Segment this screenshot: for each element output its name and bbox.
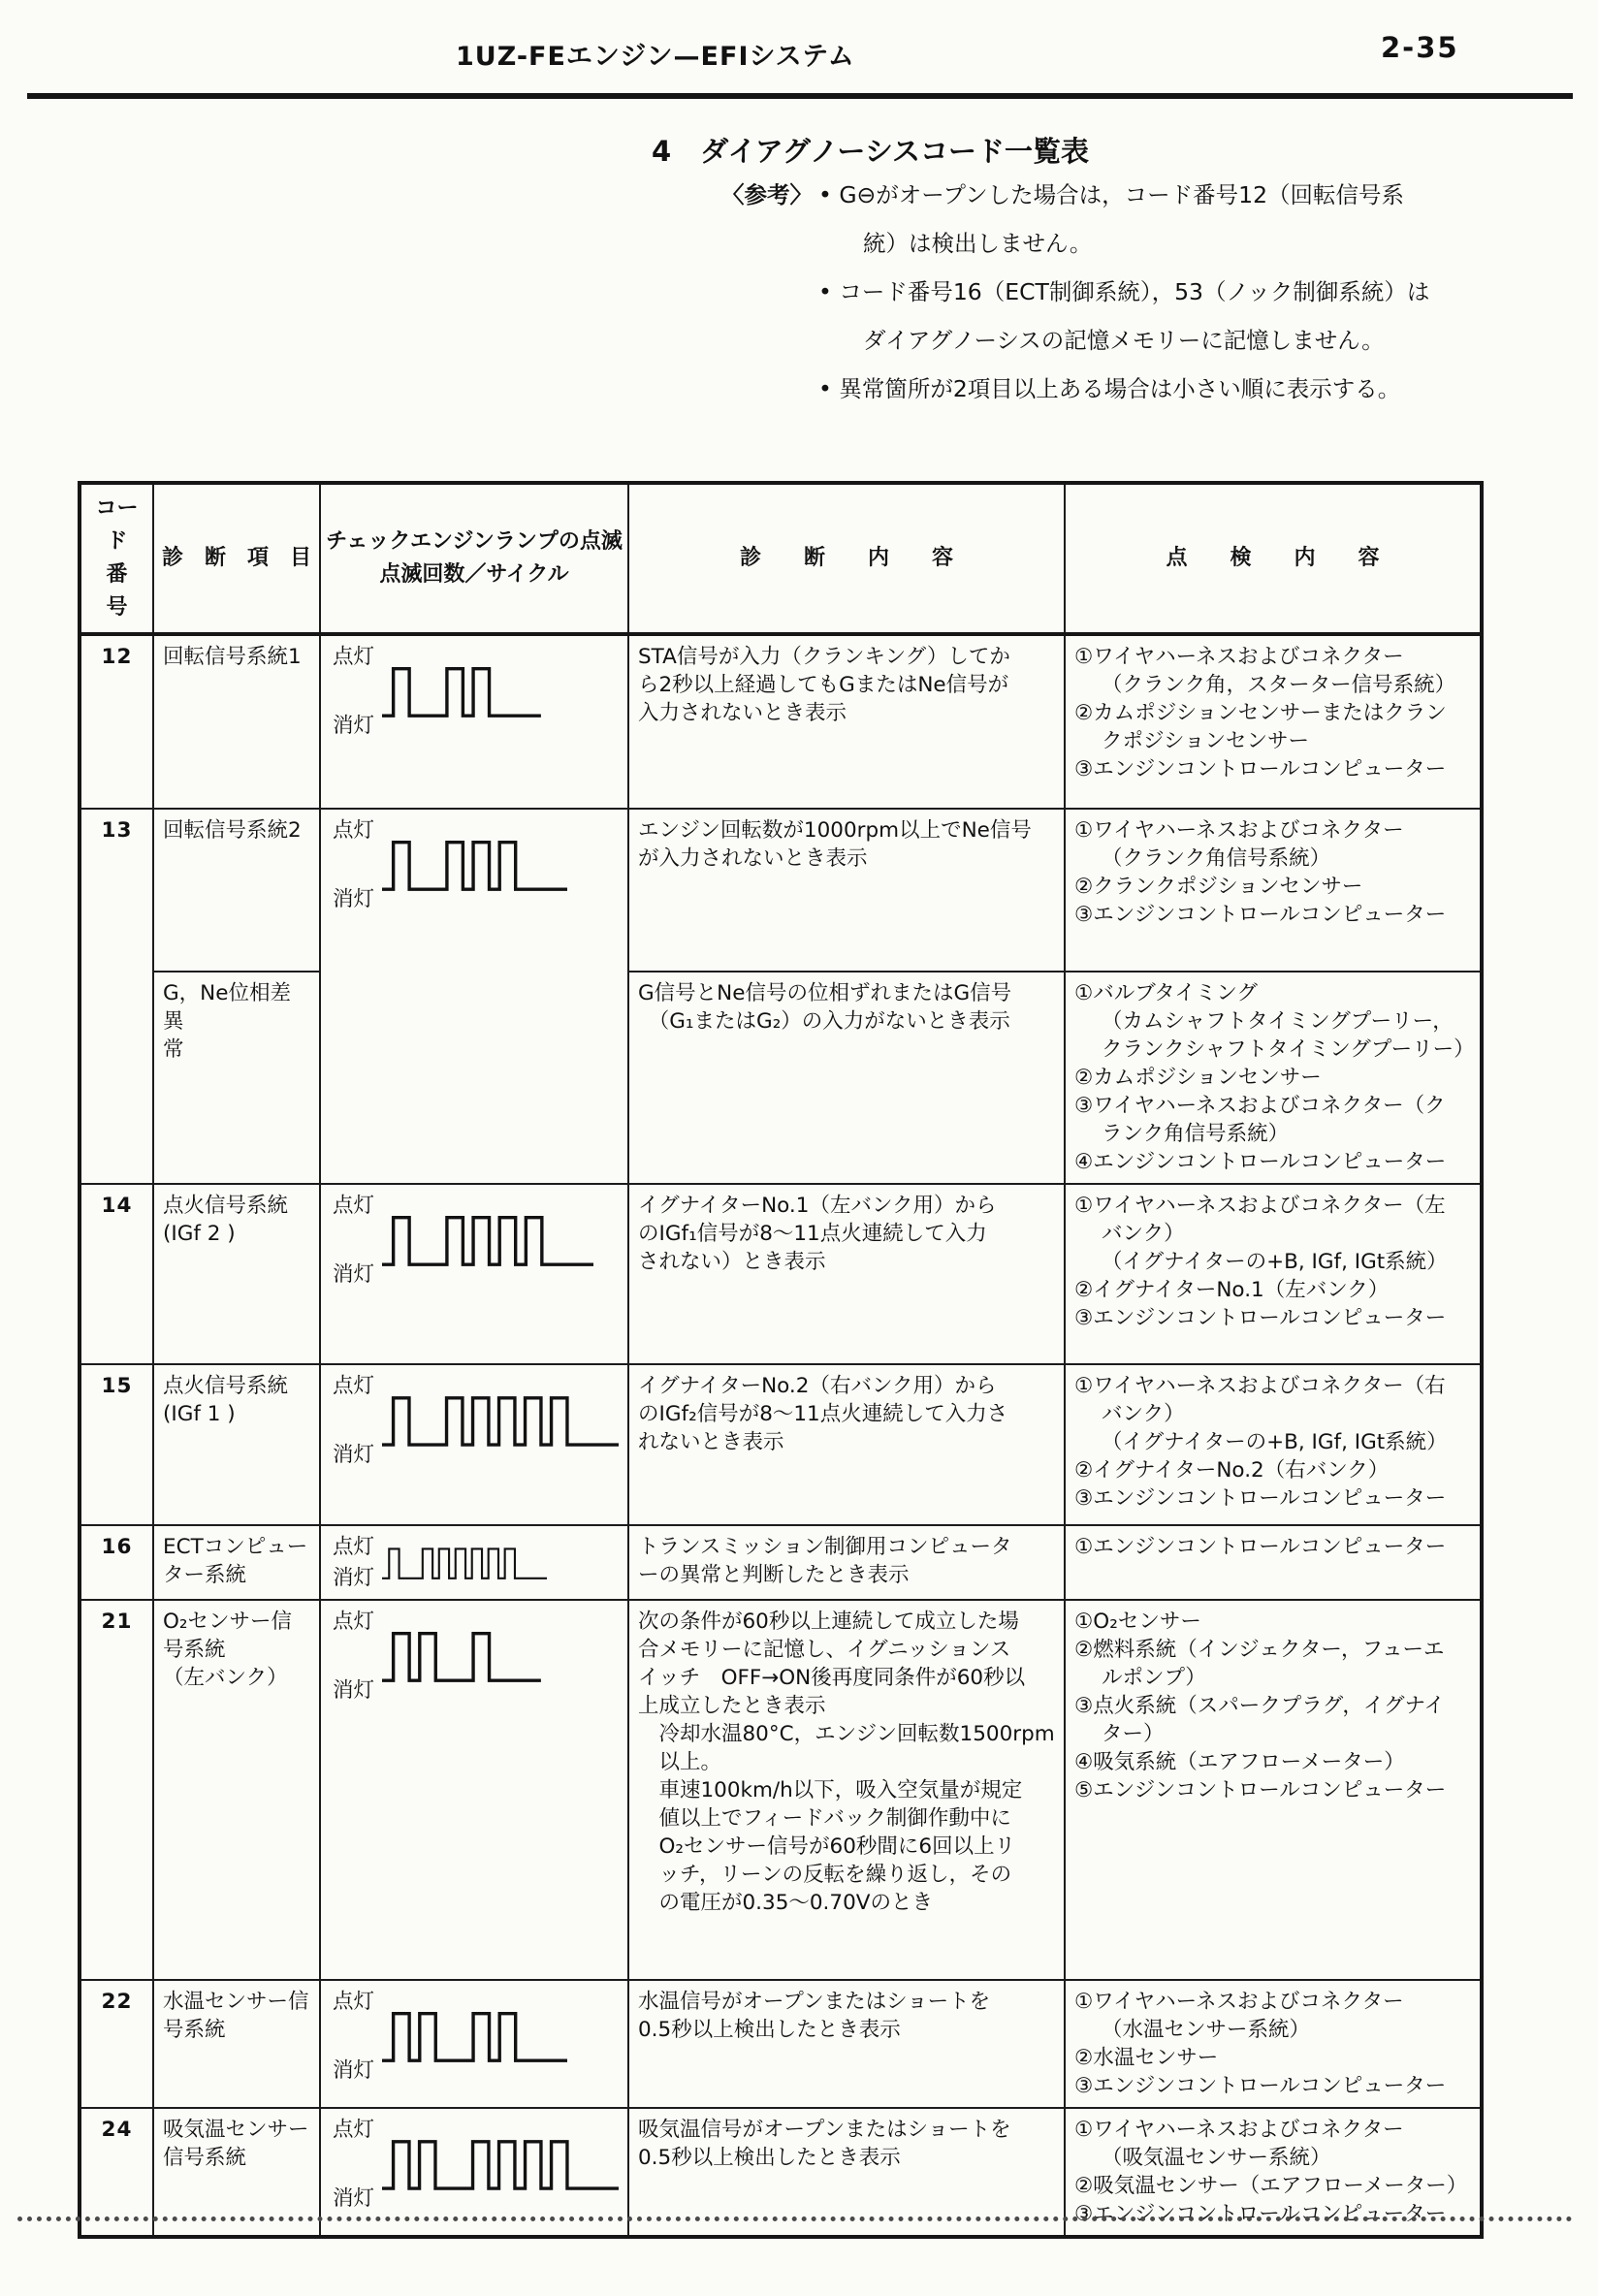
lamp-labels — [333, 643, 374, 740]
lamp-off-label: 消灯 — [333, 2186, 375, 2211]
inspection-cell — [1065, 1980, 1482, 2108]
note — [818, 171, 1555, 268]
col-header-item: 診 断 項 目 — [153, 483, 320, 634]
table-row-code-12 — [80, 634, 1482, 809]
diagnosis-line: 入力されないとき表示 — [638, 701, 847, 725]
inspection-cell — [1065, 634, 1482, 809]
col-header-inspection: 点 検 内 容 — [1065, 483, 1482, 634]
item-cell — [153, 1364, 320, 1525]
lamp-labels — [333, 1988, 374, 2085]
inspection-item — [1074, 2072, 1471, 2100]
lamp-blink-waveform — [382, 2133, 619, 2195]
diagnosis-cell — [628, 1364, 1065, 1525]
col-header-code-line: コード — [95, 496, 139, 554]
page-header-title: 1UZ-FEエンジン—EFIシステム — [456, 42, 855, 72]
diagnosis-line: 上成立したとき表示 — [638, 1694, 826, 1718]
lamp-labels — [333, 1192, 374, 1289]
inspection-item-line: ①ワイヤハーネスおよびコネクター — [1074, 818, 1404, 843]
inspection-item — [1074, 1484, 1471, 1513]
inspection-item — [1074, 901, 1471, 929]
inspection-item — [1074, 2044, 1471, 2072]
lamp-box — [330, 1608, 619, 1705]
inspection-item — [1074, 1776, 1471, 1804]
item-cell — [153, 1600, 320, 1980]
diagnosis-line: エンジン回転数が1000rpm以上でNe信号 — [638, 818, 1032, 843]
lamp-blink-waveform — [382, 1389, 619, 1451]
inspection-item-line: ①ワイヤハーネスおよびコネクター — [1074, 1990, 1404, 2014]
inspection-item — [1074, 816, 1471, 873]
lamp-cell — [320, 1600, 628, 1980]
diagnosis-line: 冷却水温80°C，エンジン回転数1500rpm — [638, 1722, 1055, 1746]
lamp-off-label: 消灯 — [333, 1262, 375, 1287]
code-cell: 16 — [80, 1525, 153, 1600]
inspection-item — [1074, 2116, 1471, 2172]
table-row-code-21 — [80, 1600, 1482, 1980]
notes-list — [818, 171, 1555, 413]
inspection-item-line: ③エンジンコントロールコンピューター — [1074, 2202, 1447, 2226]
table-row-code-14 — [80, 1184, 1482, 1364]
item-cell — [153, 1980, 320, 2108]
lamp-box — [330, 1372, 619, 1469]
lamp-blink-waveform — [382, 1544, 547, 1582]
lamp-box — [330, 1192, 619, 1289]
col-header-lamp-line: 点滅回数／サイクル — [379, 562, 569, 587]
item-line: 水温センサー信 — [163, 1990, 309, 2014]
lamp-box — [330, 1533, 619, 1592]
diagnosis-code-table — [78, 481, 1484, 2239]
inspection-item — [1074, 1304, 1471, 1332]
lamp-on-label: 点灯 — [333, 1610, 375, 1634]
inspection-item-continuation: クランクシャフトタイミングプーリー） — [1102, 1037, 1475, 1062]
diagnosis-cell — [628, 1525, 1065, 1600]
lamp-labels — [333, 1608, 374, 1705]
inspection-cell — [1065, 972, 1482, 1184]
col-header-lamp-line: チェックエンジンランプの点滅 — [326, 529, 623, 554]
inspection-item-continuation: バンク） — [1102, 1402, 1185, 1426]
lamp-cell — [320, 1525, 628, 1600]
diagnosis-cell — [628, 972, 1065, 1184]
diagnosis-line: ーの異常と判断したとき表示 — [638, 1563, 910, 1587]
inspection-item-line: ③エンジンコントロールコンピューター — [1074, 1306, 1447, 1330]
lamp-off-label: 消灯 — [333, 2058, 375, 2083]
inspection-item-continuation: （イグナイターの+B, IGf, IGt系統） — [1102, 1430, 1448, 1454]
inspection-item-line: ⑤エンジンコントロールコンピューター — [1074, 1778, 1447, 1802]
inspection-item-continuation: （水温センサー系統） — [1102, 2018, 1311, 2042]
item-line: 点火信号系統 — [163, 1374, 289, 1398]
inspection-item-line: ②イグナイターNo.2（右バンク） — [1074, 1458, 1390, 1483]
inspection-item-line: ③エンジンコントロールコンピューター — [1074, 1486, 1447, 1511]
col-header-diagnosis: 診 断 内 容 — [628, 483, 1065, 634]
inspection-item-line: ③エンジンコントロールコンピューター — [1074, 903, 1447, 927]
page-number: 2-35 — [1381, 31, 1459, 64]
diagnosis-cell — [628, 634, 1065, 809]
col-header-code — [80, 483, 153, 634]
inspection-item-line: ③ワイヤハーネスおよびコネクター（ク — [1074, 1094, 1446, 1118]
diagnosis-code-table-wrap — [78, 481, 1484, 2239]
diagnosis-line: イグナイターNo.1（左バンク用）から — [638, 1194, 997, 1218]
inspection-item — [1074, 1748, 1471, 1776]
code-cell: 13 — [80, 809, 153, 1184]
inspection-item — [1074, 1372, 1471, 1456]
inspection-item-line: ①ワイヤハーネスおよびコネクター — [1074, 645, 1404, 669]
diagnosis-cell — [628, 1184, 1065, 1364]
section-number: 4 — [652, 135, 672, 168]
inspection-item — [1074, 643, 1471, 699]
item-line: 信号系統 — [163, 2146, 247, 2170]
inspection-item — [1074, 755, 1471, 783]
inspection-cell — [1065, 1184, 1482, 1364]
lamp-on-label: 点灯 — [333, 1990, 375, 2014]
section-title-text: ダイアグノーシスコード一覧表 — [700, 135, 1089, 168]
inspection-item — [1074, 979, 1475, 1064]
diagnosis-line: トランスミッション制御用コンピュータ — [638, 1535, 1012, 1559]
lamp-off-label: 消灯 — [333, 1678, 375, 1703]
lamp-off-label: 消灯 — [333, 714, 375, 738]
inspection-item — [1074, 1608, 1471, 1636]
inspection-item — [1074, 1092, 1471, 1148]
diagnosis-line: 値以上でフィードバック制御作動中に — [638, 1806, 1011, 1831]
inspection-item — [1074, 1276, 1471, 1304]
table-row-code-13-2 — [80, 972, 1482, 1184]
reference-notes — [721, 171, 1555, 413]
inspection-cell — [1065, 809, 1482, 972]
lamp-labels — [333, 1372, 374, 1469]
item-cell — [153, 972, 320, 1184]
diagnosis-line: の電圧が0.35〜0.70Vのとき — [638, 1891, 933, 1915]
inspection-item-line: ②イグナイターNo.1（左バンク） — [1074, 1278, 1390, 1302]
diagnosis-cell — [628, 1980, 1065, 2108]
diagnosis-line: 合メモリーに記憶し、イグニッションス — [638, 1638, 1011, 1662]
lamp-box — [330, 1988, 619, 2085]
inspection-item-continuation: バンク） — [1102, 1222, 1185, 1246]
diagnosis-line: ら2秒以上経過してもGまたはNe信号が — [638, 673, 1009, 697]
table-row-code-13-1 — [80, 809, 1482, 972]
note-line: • コード番号16（ECT制御系統），53（ノック制御系統）は — [818, 278, 1430, 305]
inspection-item-line: ③点火系統（スパークプラグ，イグナイ — [1074, 1694, 1445, 1718]
lamp-labels — [333, 816, 374, 913]
item-line: 号系統 — [163, 2018, 226, 2042]
diagnosis-line: れないとき表示 — [638, 1430, 784, 1454]
diagnosis-line: 車速100km/h以下，吸入空気量が規定 — [638, 1778, 1023, 1802]
inspection-item-continuation: ルポンプ） — [1102, 1666, 1206, 1690]
inspection-item — [1074, 1148, 1471, 1176]
lamp-blink-waveform — [382, 660, 541, 722]
diagnosis-line: のIGf₂信号が8〜11点火連続して入力さ — [638, 1402, 1008, 1426]
diagnosis-cell — [628, 809, 1065, 972]
item-line: （左バンク） — [163, 1666, 288, 1690]
notes-label: 〈参考〉 — [721, 181, 813, 208]
item-cell — [153, 1525, 320, 1600]
diagnosis-line: のIGf₁信号が8〜11点火連続して入力 — [638, 1222, 987, 1246]
inspection-item-line: ②水温センサー — [1074, 2046, 1219, 2070]
lamp-on-label: 点灯 — [333, 645, 375, 669]
item-line: (IGf 1 ) — [163, 1402, 236, 1426]
inspection-item-line: ①エンジンコントロールコンピューター — [1074, 1535, 1447, 1559]
lamp-blink-waveform — [382, 2005, 567, 2067]
lamp-on-label: 点灯 — [333, 1374, 375, 1398]
diagnosis-line: （G₁またはG₂）の入力がないとき表示 — [638, 1009, 1010, 1034]
item-cell — [153, 634, 320, 809]
diagnosis-line: 0.5秒以上検出したとき表示 — [638, 2018, 901, 2042]
inspection-item-line: ④吸気系統（エアフローメーター） — [1074, 1750, 1405, 1774]
item-line: G，Ne位相差異 — [163, 981, 291, 1034]
diagnosis-line: STA信号が入力（クランキング）してか — [638, 645, 1010, 669]
item-cell — [153, 809, 320, 972]
inspection-item-line: ①バルブタイミング — [1074, 981, 1258, 1005]
lamp-blink-waveform — [382, 1209, 593, 1271]
inspection-item-line: ②燃料系統（インジェクター，フューエ — [1074, 1638, 1445, 1662]
lamp-off-label: 消灯 — [333, 1443, 375, 1467]
diagnosis-line: G信号とNe信号の位相ずれまたはG信号 — [638, 981, 1012, 1005]
lamp-on-label: 点灯 — [333, 2118, 375, 2142]
diagnosis-line: が入力されないとき表示 — [638, 846, 868, 871]
inspection-item-line: ②カムポジションセンサー — [1074, 1066, 1322, 1090]
diagnosis-line: ッチ，リーンの反転を繰り返し，その — [638, 1863, 1012, 1887]
inspection-item — [1074, 1692, 1471, 1748]
inspection-item — [1074, 699, 1471, 755]
item-line: 回転信号系統2 — [163, 818, 302, 843]
inspection-item-continuation: ター） — [1102, 1722, 1165, 1746]
lamp-labels — [333, 2116, 374, 2213]
diagnosis-line: 次の条件が60秒以上連続して成立した場 — [638, 1610, 1019, 1634]
note-line: • 異常箇所が2項目以上ある場合は小さい順に表示する。 — [818, 375, 1401, 402]
lamp-off-label: 消灯 — [333, 887, 375, 911]
lamp-cell — [320, 1980, 628, 2108]
table-header-row — [80, 483, 1482, 634]
inspection-item — [1074, 1988, 1471, 2044]
inspection-item-line: ①O₂センサー — [1074, 1610, 1201, 1634]
note — [818, 268, 1555, 365]
item-line: O₂センサー信 — [163, 1610, 293, 1634]
inspection-item-continuation: ランク角信号系統） — [1102, 1122, 1290, 1146]
item-line: 点火信号系統 — [163, 1194, 289, 1218]
inspection-item-line: ①ワイヤハーネスおよびコネクター（左 — [1074, 1194, 1446, 1218]
table-row-code-22 — [80, 1980, 1482, 2108]
col-header-lamp — [320, 483, 628, 634]
code-cell: 24 — [80, 2108, 153, 2237]
inspection-item-line: ③エンジンコントロールコンピューター — [1074, 757, 1447, 781]
lamp-cell — [320, 809, 628, 1184]
inspection-item — [1074, 1192, 1471, 1276]
lamp-on-label: 点灯 — [333, 818, 375, 843]
diagnosis-line: 0.5秒以上検出したとき表示 — [638, 2146, 901, 2170]
inspection-item-line: ④エンジンコントロールコンピューター — [1074, 1150, 1447, 1174]
col-header-code-line: 番 号 — [106, 562, 149, 620]
diagnosis-line: 吸気温信号がオープンまたはショートを — [638, 2118, 1011, 2142]
inspection-item — [1074, 1064, 1471, 1092]
inspection-item-continuation: （クランク角信号系統） — [1102, 846, 1331, 871]
item-line: 回転信号系統1 — [163, 645, 302, 669]
inspection-item — [1074, 1456, 1471, 1484]
table-row-code-15 — [80, 1364, 1482, 1525]
inspection-item-line: ①ワイヤハーネスおよびコネクター — [1074, 2118, 1404, 2142]
inspection-item — [1074, 2200, 1471, 2228]
item-line: (IGf 2 ) — [163, 1222, 236, 1246]
inspection-item-line: ③エンジンコントロールコンピューター — [1074, 2074, 1447, 2098]
inspection-item-line: ②クランクポジションセンサー — [1074, 875, 1363, 899]
lamp-box — [330, 2116, 619, 2213]
diagnosis-cell — [628, 1600, 1065, 1980]
lamp-box — [330, 643, 619, 740]
inspection-item — [1074, 2172, 1471, 2200]
inspection-item-line: ②吸気温センサー（エアフローメーター） — [1074, 2174, 1468, 2198]
inspection-item — [1074, 1533, 1471, 1561]
section-title — [652, 130, 1089, 170]
lamp-cell — [320, 634, 628, 809]
note — [818, 365, 1555, 413]
header-rule — [27, 93, 1573, 99]
inspection-item-line: ②カムポジションセンサーまたはクラン — [1074, 701, 1447, 725]
inspection-item — [1074, 1636, 1471, 1692]
table-row-code-16 — [80, 1525, 1482, 1600]
inspection-item-continuation: （吸気温センサー系統） — [1102, 2146, 1331, 2170]
diagnosis-line: 水温信号がオープンまたはショートを — [638, 1990, 991, 2014]
lamp-blink-waveform — [382, 834, 567, 896]
lamp-cell — [320, 1184, 628, 1364]
footer-perforation-dots — [17, 2216, 1573, 2221]
inspection-cell — [1065, 1600, 1482, 1980]
lamp-on-label: 点灯 — [333, 1194, 375, 1218]
note-line: • G⊖がオープンした場合は，コード番号12（回転信号系 — [818, 181, 1405, 208]
item-line: ECTコンピュー — [163, 1535, 308, 1559]
note-continuation-line: 統）は検出しません。 — [863, 230, 1093, 257]
lamp-labels — [333, 1533, 374, 1592]
inspection-item — [1074, 873, 1471, 901]
diagnosis-line: イグナイターNo.2（右バンク用）から — [638, 1374, 997, 1398]
code-cell: 21 — [80, 1600, 153, 1980]
item-line: 常 — [163, 1037, 184, 1062]
inspection-item-continuation: （イグナイターの+B, IGf, IGt系統） — [1102, 1250, 1448, 1274]
item-line: ター系統 — [163, 1563, 247, 1587]
item-line: 号系統 — [163, 1638, 226, 1662]
code-cell: 14 — [80, 1184, 153, 1364]
diagnosis-line: 以上。 — [638, 1750, 722, 1774]
inspection-cell — [1065, 1364, 1482, 1525]
code-cell: 15 — [80, 1364, 153, 1525]
inspection-item-line: ①ワイヤハーネスおよびコネクター（右 — [1074, 1374, 1446, 1398]
inspection-cell — [1065, 1525, 1482, 1600]
diagnosis-line: イッチ OFF→ON後再度同条件が60秒以 — [638, 1666, 1026, 1690]
lamp-blink-waveform — [382, 1625, 541, 1687]
inspection-item-continuation: クポジションセンサー — [1102, 729, 1310, 753]
lamp-off-label: 消灯 — [333, 1566, 375, 1590]
item-line: 吸気温センサー — [163, 2118, 309, 2142]
lamp-cell — [320, 1364, 628, 1525]
diagnosis-line: O₂センサー信号が60秒間に6回以上リ — [638, 1834, 1016, 1859]
item-cell — [153, 1184, 320, 1364]
lamp-box — [330, 816, 619, 913]
code-cell: 22 — [80, 1980, 153, 2108]
inspection-item-continuation: （クランク角，スターター信号系統） — [1102, 673, 1456, 697]
note-continuation-line: ダイアグノーシスの記憶メモリーに記憶しません。 — [863, 327, 1385, 354]
lamp-on-label: 点灯 — [333, 1535, 375, 1559]
inspection-item-continuation: （カムシャフトタイミングプーリー， — [1102, 1009, 1454, 1034]
diagnosis-line: されない）とき表示 — [638, 1250, 826, 1274]
code-cell: 12 — [80, 634, 153, 809]
